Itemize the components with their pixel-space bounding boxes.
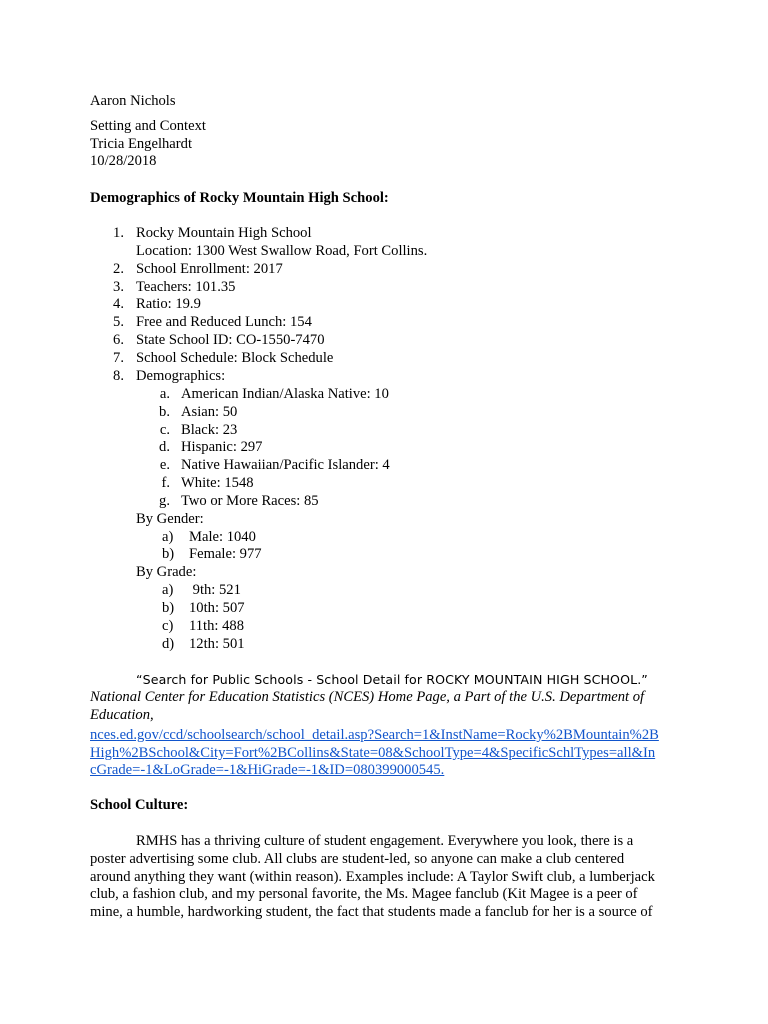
gender-item: Male: 1040 (189, 529, 256, 545)
list-number: 2. (113, 261, 124, 277)
list-item: State School ID: CO-1550-7470 (136, 332, 325, 348)
list-number: 1. (113, 225, 124, 241)
grade-label: By Grade: (136, 564, 197, 580)
race-item: Two or More Races: 85 (181, 493, 319, 509)
list-item: School Schedule: Block Schedule (136, 350, 334, 366)
sublist-letter: a. (159, 386, 170, 402)
author-name: Aaron Nichols (90, 93, 176, 109)
sublist-letter: d. (159, 439, 170, 455)
race-item: Native Hawaiian/Pacific Islander: 4 (181, 457, 390, 473)
grade-item: 12th: 501 (189, 636, 245, 652)
sublist-letter: b. (159, 404, 170, 420)
paragraph-line: mine, a humble, hardworking student, the fact that students made a fanclub for her is a source of (90, 904, 653, 920)
list-item: Teachers: 101.35 (136, 279, 236, 295)
list-item: School Enrollment: 2017 (136, 261, 283, 277)
race-item: Black: 23 (181, 422, 238, 438)
document-date: 10/28/2018 (90, 153, 157, 169)
paragraph-line: RMHS has a thriving culture of student engagement. Everywhere you look, there is a (136, 833, 634, 849)
race-item: Asian: 50 (181, 404, 238, 420)
citation-source: Education, (90, 707, 154, 723)
sublist-letter: a) (162, 582, 174, 598)
race-item: American Indian/Alaska Native: 10 (181, 386, 389, 402)
citation-title: “Search for Public Schools - School Detail for ROCKY MOUNTAIN HIGH SCHOOL.” (136, 672, 648, 687)
sublist-letter: b) (162, 600, 175, 616)
gender-label: By Gender: (136, 511, 204, 527)
list-item: Location: 1300 West Swallow Road, Fort Collins. (136, 243, 428, 259)
sublist-letter: c. (159, 422, 170, 438)
race-item: White: 1548 (181, 475, 254, 491)
sublist-letter: d) (162, 636, 175, 652)
instructor-name: Tricia Engelhardt (90, 136, 192, 152)
citation-url-link[interactable]: nces.ed.gov/ccd/schoolsearch/school_detail.asp?Search=1&InstName=Rocky%2BMountain%2B (90, 727, 659, 743)
gender-item: Female: 977 (189, 546, 262, 562)
list-number: 7. (113, 350, 124, 366)
grade-item: 10th: 507 (189, 600, 245, 616)
race-item: Hispanic: 297 (181, 439, 263, 455)
citation-url-link[interactable]: High%2BSchool&City=Fort%2BCollins&State=08&SchoolType=4&SpecificSchlTypes=all&In (90, 745, 656, 761)
sublist-letter: g. (159, 493, 170, 509)
citation-url-link[interactable]: cGrade=-1&LoGrade=-1&HiGrade=-1&ID=080399000545. (90, 762, 445, 778)
sublist-letter: b) (162, 546, 175, 562)
list-item: Free and Reduced Lunch: 154 (136, 314, 312, 330)
list-number: 8. (113, 368, 124, 384)
list-number: 4. (113, 296, 124, 312)
demographics-heading: Demographics of Rocky Mountain High School: (90, 190, 389, 206)
paragraph-line: around anything they want (within reason). Examples include: A Taylor Swift club, a lumberjack (90, 869, 655, 885)
sublist-letter: c) (162, 618, 174, 634)
list-number: 3. (113, 279, 124, 295)
paragraph-line: poster advertising some club. All clubs are student-led, so anyone can make a club centered (90, 851, 625, 867)
sublist-letter: a) (162, 529, 174, 545)
grade-item: 9th: 521 (189, 582, 241, 598)
list-item: Demographics: (136, 368, 226, 384)
assignment-title: Setting and Context (90, 118, 206, 134)
citation-source: National Center for Education Statistics (NCES) Home Page, a Part of the U.S. Department of (90, 689, 645, 705)
list-item: Ratio: 19.9 (136, 296, 201, 312)
list-item: Rocky Mountain High School (136, 225, 312, 241)
sublist-letter: e. (159, 457, 170, 473)
list-number: 6. (113, 332, 124, 348)
grade-item: 11th: 488 (189, 618, 244, 634)
paragraph-line: club, a fashion club, and my personal favorite, the Ms. Magee fanclub (Kit Magee is a peer of (90, 886, 638, 902)
sublist-letter: f. (161, 475, 170, 491)
culture-heading: School Culture: (90, 797, 189, 813)
list-number: 5. (113, 314, 124, 330)
